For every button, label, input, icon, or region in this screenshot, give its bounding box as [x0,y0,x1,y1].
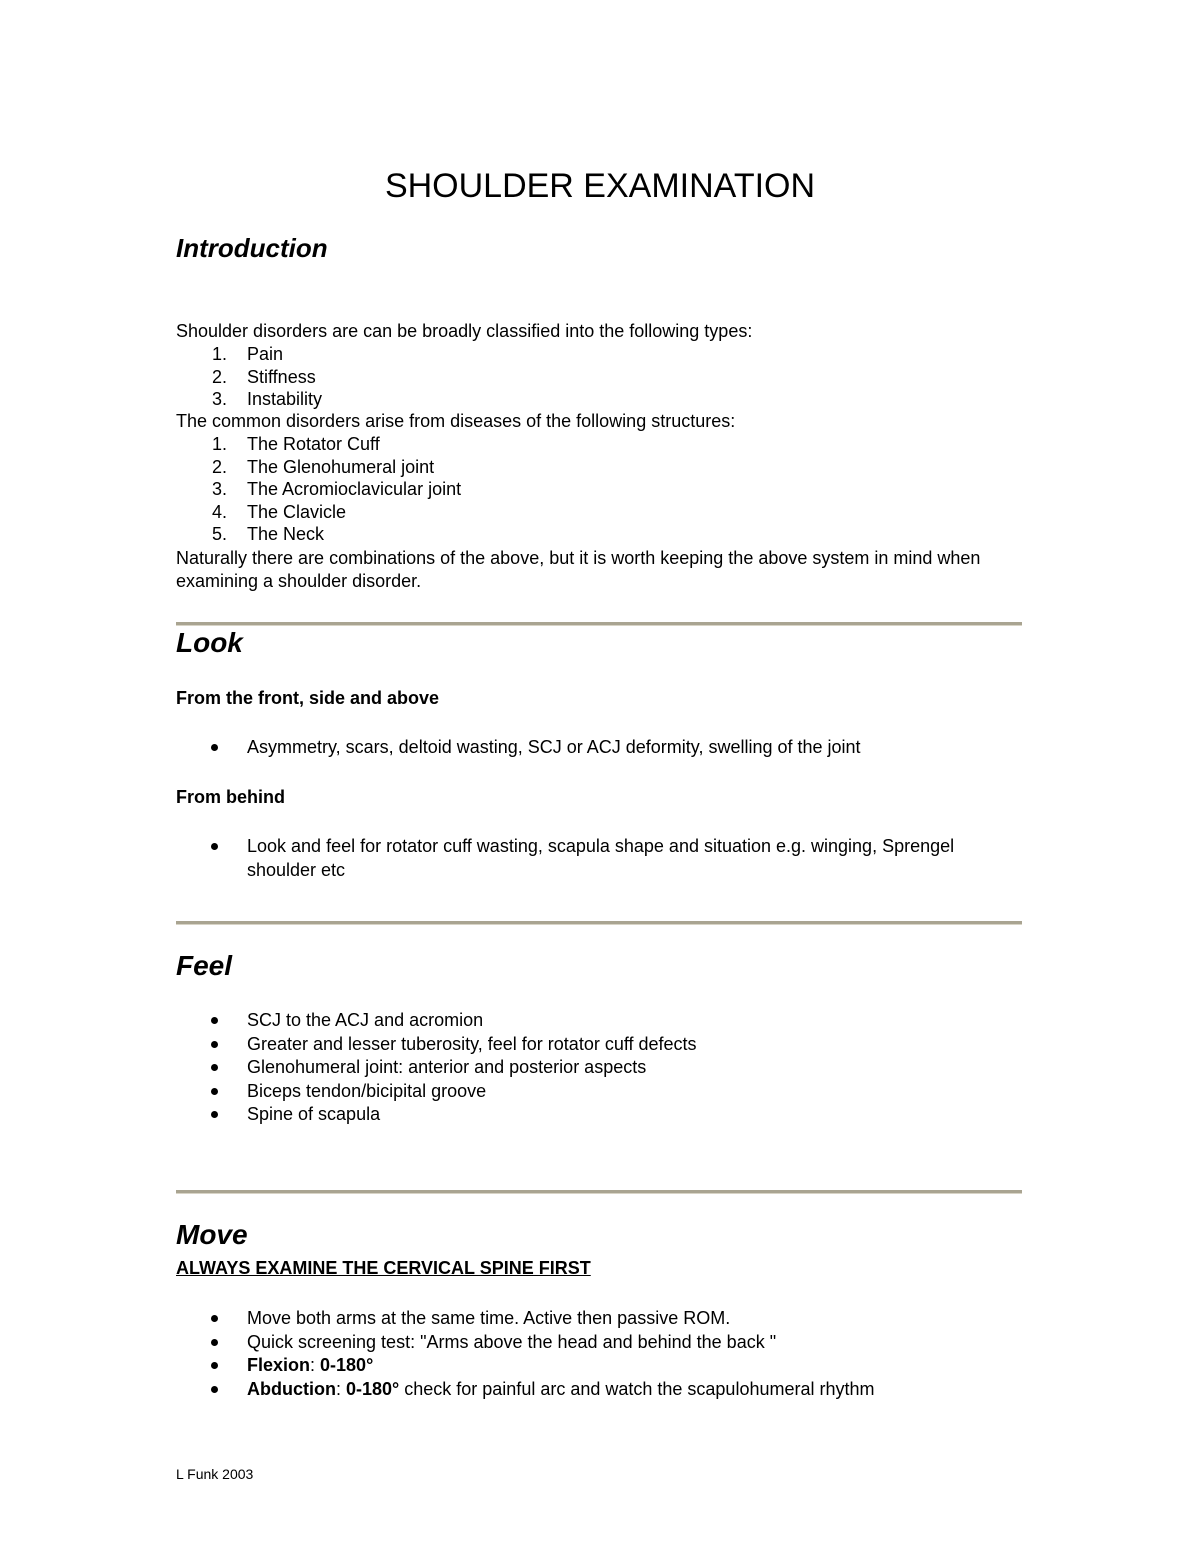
list-item: Spine of scapula [176,1103,1036,1127]
flexion-label: Flexion [247,1355,311,1375]
structures-list [176,433,461,546]
list-item: Biceps tendon/bicipital groove [176,1080,1036,1104]
flexion-range: 0-180° [320,1355,374,1375]
bullet-icon [211,1041,218,1048]
bullet-icon [211,1315,218,1322]
list-item: 1. The Rotator Cuff [212,434,380,454]
section-divider [176,622,1022,626]
look-front-heading: From the front, side and above [176,688,440,708]
list-item: Look and feel for rotator cuff wasting, scapula shape and situation e.g. winging, Sprengel shoulder etc [176,835,956,882]
list-item: 2. The Glenohumeral joint [212,456,435,477]
structures-lead: The common disorders arise from diseases of the following structures: [176,411,736,431]
section-divider [176,1190,1022,1194]
list-item: Flexion: 0-180° [176,1354,1036,1378]
page-title: SHOULDER EXAMINATION [384,167,816,205]
look-heading: Look [176,627,243,658]
bullet-icon [211,1017,218,1024]
disorder-types-list [176,343,322,411]
abduction-range: 0-180° [346,1378,400,1399]
list-item: 5. The Neck [212,524,325,545]
bullet-icon [211,1111,218,1118]
cervical-spine-warning: ALWAYS EXAMINE THE CERVICAL SPINE FIRST [176,1258,591,1278]
feel-heading: Feel [176,950,233,981]
list-item: Quick screening test: "Arms above the head and behind the back " [176,1331,1036,1355]
list-item: SCJ to the ACJ and acromion [176,1009,1036,1033]
list-item: Abduction: 0-180° check for painful arc and watch the scapulohumeral rhythm [176,1378,1036,1402]
list-item: 1. Pain [212,344,284,364]
section-divider [176,921,1022,925]
look-behind-list [176,835,956,882]
introduction-closing: Naturally there are combinations of the above, but it is worth keeping the above system in mind when examining a shoulder disorder. [176,548,981,591]
list-item: 3. The Acromioclavicular joint [212,479,462,500]
list-item: Glenohumeral joint: anterior and posterior aspects [176,1056,1036,1080]
list-item: Asymmetry, scars, deltoid wasting, SCJ or ACJ deformity, swelling of the joint [176,736,1036,760]
feel-list [176,1009,1036,1127]
bullet-icon [211,1088,218,1095]
list-item: 4. The Clavicle [212,501,347,522]
introduction-heading: Introduction [176,233,328,263]
look-behind-heading: From behind [176,787,285,807]
list-item: Greater and lesser tuberosity, feel for rotator cuff defects [176,1033,1036,1057]
footer-text: L Funk 2003 [176,1466,254,1482]
introduction-lead: Shoulder disorders are can be broadly classified into the following types: [176,321,753,341]
list-item: Move both arms at the same time. Active then passive ROM. [176,1307,1036,1331]
list-item: 2. Stiffness [212,366,316,387]
bullet-icon [211,744,218,751]
move-list [176,1307,1036,1401]
bullet-icon [211,1362,218,1369]
bullet-icon [211,1339,218,1346]
abduction-label: Abduction [247,1378,336,1399]
bullet-icon [211,1064,218,1071]
move-heading: Move [176,1219,248,1250]
bullet-icon [211,1386,218,1393]
bullet-icon [211,843,218,850]
look-front-list [176,736,1036,760]
list-item: 3. Instability [212,389,323,410]
